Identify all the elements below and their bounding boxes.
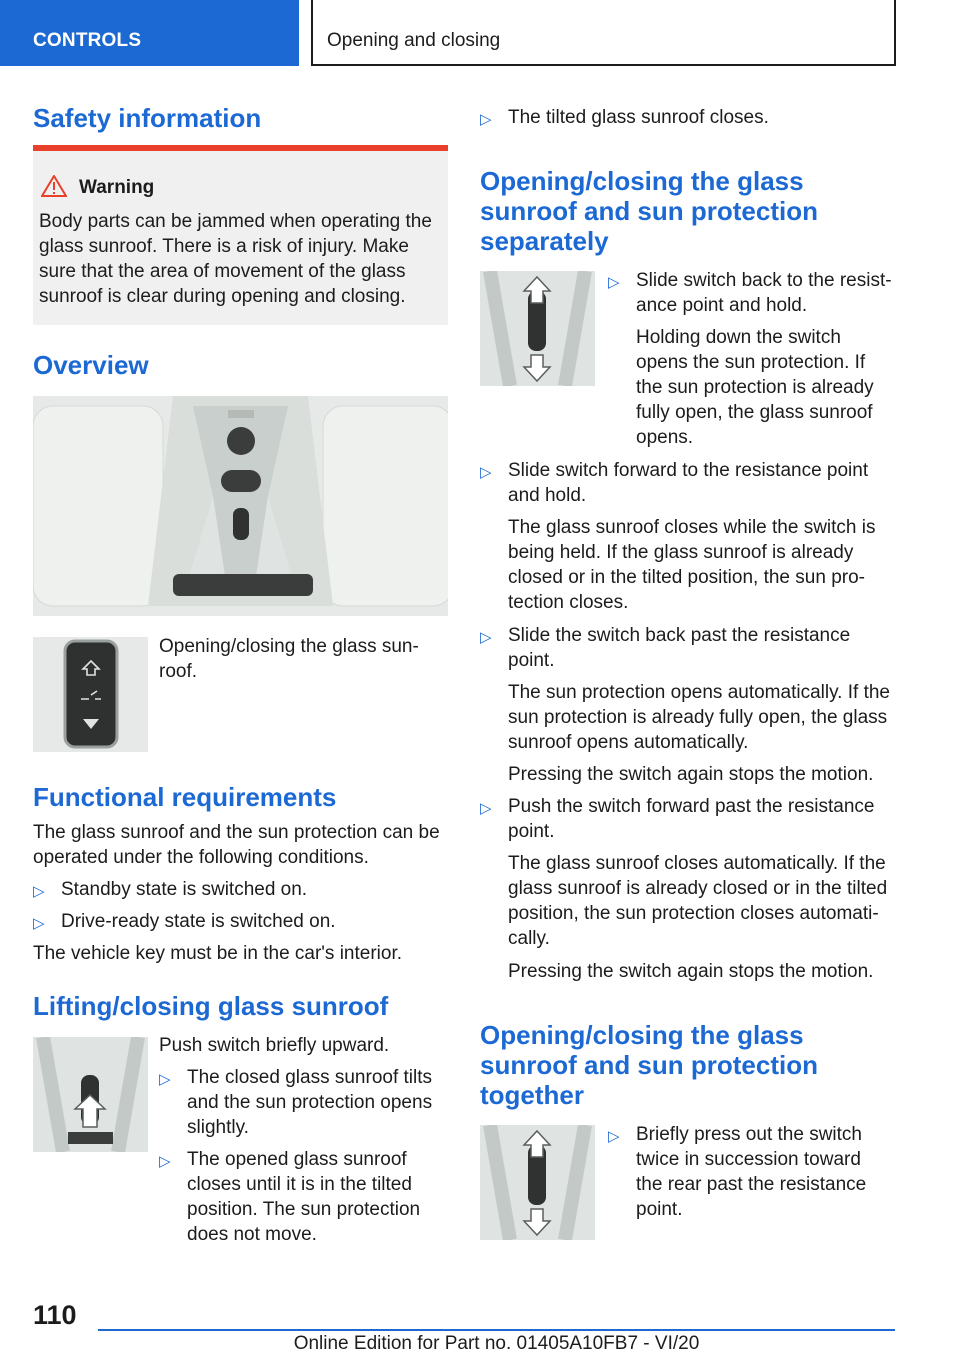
- bullet-triangle-icon: ▷: [608, 1128, 620, 1145]
- sunroof-switch-image: [33, 637, 148, 752]
- key-note: The vehicle key must be in the car's interior.: [33, 943, 403, 964]
- switch-double-press-image: [480, 1125, 595, 1240]
- chapter-title: Opening and closing: [311, 0, 896, 66]
- warning-title: Warning: [79, 177, 155, 198]
- lifting-intro: Push switch briefly upward.: [159, 1035, 390, 1056]
- separately-heading: Opening/closing the glass sunroof and sun protection separately: [480, 166, 818, 256]
- bullet-triangle-icon: ▷: [33, 915, 45, 932]
- bullet-triangle-icon: ▷: [159, 1071, 171, 1088]
- warning-triangle-icon: [41, 175, 67, 202]
- item1-detail: Holding down the switch opens the sun protection. If the sun protection is already fully open, the glass sunroof opens.: [636, 327, 874, 448]
- list-item: ▷ Slide switch back to the resist- ance point and hold.: [608, 270, 892, 316]
- functional-intro-line2: operated under the following conditions.: [33, 847, 369, 868]
- bullet-triangle-icon: ▷: [159, 1153, 171, 1170]
- bullet-triangle-icon: ▷: [480, 629, 492, 646]
- list-item: ▷ Slide switch forward to the resistance point and hold.: [480, 460, 869, 506]
- together-heading: Opening/closing the glass sunroof and sun protection together: [480, 1020, 818, 1110]
- lifting-heading: Lifting/closing glass sunroof: [33, 991, 389, 1021]
- page-number: 110: [33, 1300, 77, 1330]
- list-item: ▷ The closed glass sunroof tilts and the sun protection opens slightly.: [159, 1067, 433, 1138]
- safety-heading: Safety information: [33, 103, 262, 133]
- functional-heading: Functional requirements: [33, 782, 337, 812]
- bullet-triangle-icon: ▷: [480, 464, 492, 481]
- item4-detail: The glass sunroof closes automatically. If the glass sunroof is already closed or in the tilted position, the sun protection closes automati- cally.: [508, 853, 888, 949]
- bullet-triangle-icon: ▷: [33, 883, 45, 900]
- bullet-triangle-icon: ▷: [608, 274, 620, 291]
- footer-edition: Online Edition for Part no. 01405A10FB7 - VI/20: [293, 1333, 700, 1354]
- bullet-triangle-icon: ▷: [480, 111, 492, 128]
- functional-intro-line1: The glass sunroof and the sun protection can be: [33, 822, 440, 843]
- warning-box: [33, 145, 448, 325]
- switch-caption-line1: Opening/closing the glass sun-: [159, 636, 419, 657]
- section-tab: CONTROLS: [0, 0, 299, 66]
- list-item: ▷ Standby state is switched on.: [33, 877, 307, 902]
- warning-text: Body parts can be jammed when operating the glass sunroof. There is a risk of injury. Make sure that the area of movement of the glass sunroof is clear during opening and closing.: [39, 211, 432, 307]
- overhead-console-image: [33, 396, 448, 616]
- footer-rule: [98, 1329, 895, 1331]
- list-item: ▷ The opened glass sunroof closes until it is in the tilted position. The sun protection does not move.: [159, 1149, 421, 1245]
- overview-heading: Overview: [33, 350, 149, 380]
- switch-up-image: [33, 1037, 148, 1152]
- item2-detail: The glass sunroof closes while the switch is being held. If the glass sunroof is already closed or in the tilted position, the sun pro- tection closes.: [508, 517, 876, 613]
- list-item: ▷ Push the switch forward past the resistance point.: [480, 796, 875, 842]
- item3-detail: The sun protection opens automatically. If the sun protection is already fully open, the glass sunroof opens automatically.: [508, 682, 890, 753]
- list-item: ▷ The tilted glass sunroof closes.: [480, 105, 769, 130]
- bullet-triangle-icon: ▷: [480, 800, 492, 817]
- list-item: ▷ Slide the switch back past the resistance point.: [480, 625, 851, 671]
- item4-stop-note: Pressing the switch again stops the motion.: [508, 961, 874, 982]
- switch-caption-line2: roof.: [159, 661, 198, 682]
- list-item: ▷ Briefly press out the switch twice in succession toward the rear past the resistance point.: [608, 1124, 867, 1220]
- item3-stop-note: Pressing the switch again stops the motion.: [508, 764, 874, 785]
- switch-back-image: [480, 271, 595, 386]
- list-item: ▷ Drive-ready state is switched on.: [33, 909, 336, 934]
